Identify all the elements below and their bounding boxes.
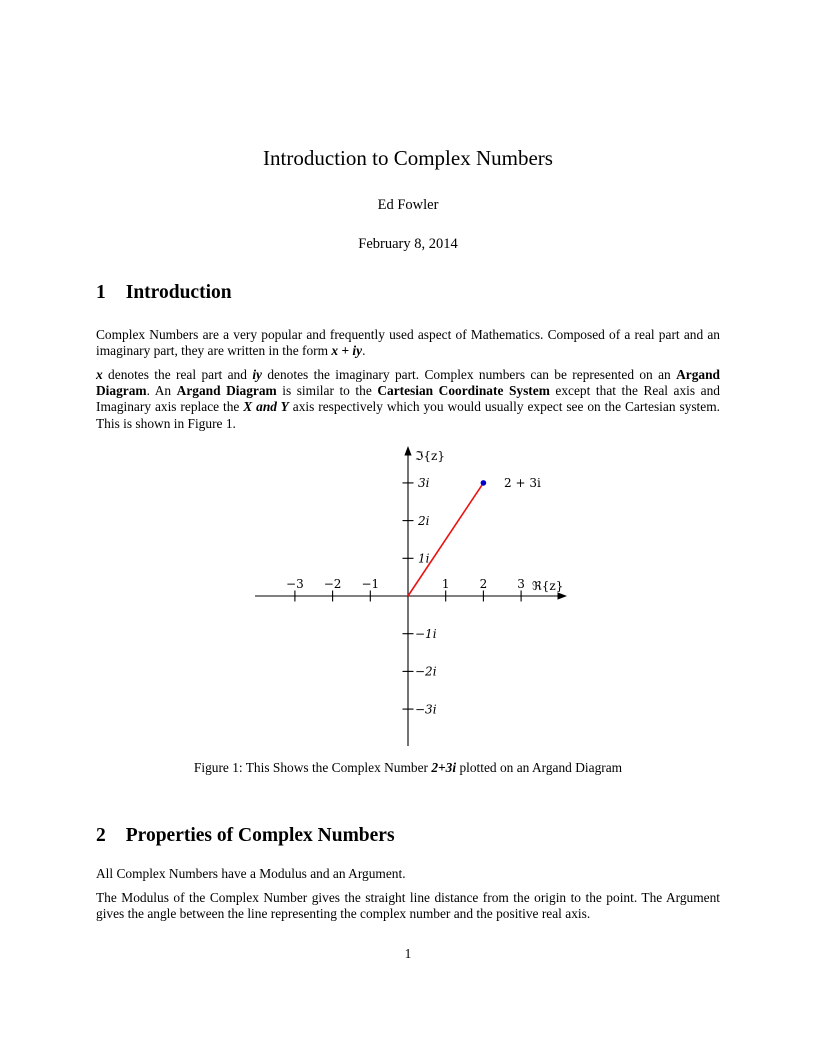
complex-point-label: 2 + 3i xyxy=(504,476,541,490)
y-tick-label: 1i xyxy=(418,551,430,566)
section-2-heading xyxy=(96,825,720,847)
caption-text: Figure 1: This Shows the Complex Number xyxy=(193,760,432,775)
y-tick-label: 2i xyxy=(418,513,430,528)
y-tick-label: 3i xyxy=(418,476,430,491)
math-inline: X and Y xyxy=(243,399,289,415)
section-1-number: 1 xyxy=(96,282,106,303)
caption-text: plotted on an Argand Diagram xyxy=(456,760,623,775)
paragraph-text: axis respectively which you would usually expect see on the Cartesian system. This is shown in Figure 1. xyxy=(96,399,720,431)
math-inline: 2+3i xyxy=(431,760,457,775)
math-inline: x xyxy=(96,367,103,382)
paragraph-text: except that the Real axis and Imaginary axis replace the xyxy=(96,383,720,415)
section-1-heading xyxy=(96,282,720,304)
section-1-paragraph-2 xyxy=(96,367,720,432)
document-title: Introduction to Complex Numbers xyxy=(263,146,553,170)
section-2-paragraph-1: All Complex Numbers have a Modulus and an Argument. xyxy=(96,866,406,881)
x-tick-label: −3 xyxy=(286,577,304,591)
paragraph-text: Complex Numbers are a very popular and frequently used aspect of Mathematics. Composed of a real part and an imaginary part, they are written in the form xyxy=(96,327,720,359)
bold-term: Argand Diagram xyxy=(96,367,721,399)
bold-term: Argand Diagram xyxy=(176,383,277,399)
section-2-number: 2 xyxy=(96,825,106,846)
x-tick-label: 2 xyxy=(479,577,488,591)
section-2-title: Properties of Complex Numbers xyxy=(125,825,395,846)
complex-point-marker xyxy=(481,480,487,486)
x-tick-label: 1 xyxy=(441,577,450,591)
math-inline: x + iy xyxy=(331,343,363,359)
math-inline: iy xyxy=(252,367,262,382)
section-1-title: Introduction xyxy=(125,282,232,303)
real-axis-label: ℜ{z} xyxy=(532,579,564,593)
document-author: Ed Fowler xyxy=(377,197,439,213)
page-number: 1 xyxy=(404,946,412,961)
paragraph-text: . An xyxy=(146,383,177,399)
imaginary-axis-label: ℑ{z} xyxy=(415,449,445,463)
x-tick-label: −2 xyxy=(323,577,342,591)
paragraph-text: denotes the real part and xyxy=(102,367,253,382)
document-date: February 8, 2014 xyxy=(358,236,458,252)
figure-caption xyxy=(96,760,720,776)
paragraph-text: is similar to the xyxy=(276,383,378,399)
section-1-paragraph-1 xyxy=(96,327,720,359)
paragraph-text: . xyxy=(362,343,366,359)
imaginary-axis-arrow-icon xyxy=(404,446,411,456)
bold-term: Cartesian Coordinate System xyxy=(377,383,550,399)
real-axis-arrow-icon xyxy=(558,592,568,599)
y-tick-label: −3i xyxy=(415,702,437,717)
x-tick-label: −1 xyxy=(361,577,380,591)
section-2-paragraph-2: The Modulus of the Complex Number gives the straight line distance from the origin to the point. The Argument gives the angle between the line representing the complex number and the positive real axis. xyxy=(96,890,720,922)
y-tick-label: −1i xyxy=(415,626,437,641)
argand-diagram-figure xyxy=(248,438,578,754)
y-tick-label: −2i xyxy=(415,664,437,679)
x-tick-label: 3 xyxy=(517,577,525,591)
paragraph-text: denotes the imaginary part. Complex numbers can be represented on an xyxy=(261,367,677,382)
